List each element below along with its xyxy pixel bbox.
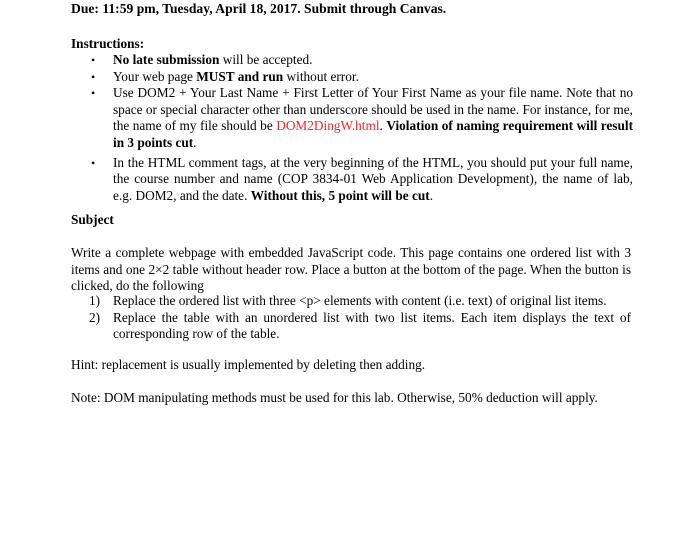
bullet-icon: • — [91, 69, 96, 84]
step-text: Replace the ordered list with three <p> elements with content (i.e. text) of original list items. — [113, 293, 607, 308]
instruction-text: In the HTML comment tags, at the very beginning of the HTML, you should put your full name, the course number and name (COP 3834-01 Web Application Development), the name of lab, e.g. DOM2, and the date. — [113, 154, 633, 203]
note-text: Note: DOM manipulating methods must be used for this lab. Otherwise, 50% deduction will apply. — [71, 390, 598, 405]
instruction-item-must-run — [88, 69, 633, 86]
instruction-text: Use DOM2 + Your Last Name + First Letter of Your First Name as your file name. Note that no space or special character other than underscore should be used in the name. For instance, for me, the name of my file should be — [113, 85, 633, 134]
step-number: 2) — [89, 309, 101, 325]
subject-heading: Subject — [71, 212, 114, 227]
instruction-bold-text: MUST and run — [196, 68, 284, 84]
instruction-text: . — [429, 187, 434, 203]
subject-step — [89, 293, 631, 310]
due-date-line: Due: 11:59 pm, Tuesday, April 18, 2017. Submit through Canvas. — [71, 1, 447, 16]
instruction-item-html-comment — [88, 155, 633, 205]
instruction-text: . — [379, 118, 387, 134]
subject-paragraph: Write a complete webpage with embedded JavaScript code. This page contains one ordered list with 3 items and one 2×2 table without header row. Place a button at the bottom of the page. When the button is clicked, do the following — [71, 245, 631, 294]
hint-text: Hint: replacement is usually implemented by deleting then adding. — [71, 357, 426, 372]
instruction-bold-text: Without this, 5 point will be cut — [250, 187, 430, 203]
instruction-item-late-submission — [88, 52, 633, 69]
bullet-icon: • — [91, 155, 96, 170]
bullet-icon: • — [91, 53, 96, 67]
instruction-text: . — [193, 134, 197, 150]
step-number: 1) — [89, 293, 101, 308]
step-text: Replace the table with an unordered list with two list items. Each item displays the text of corresponding row of the table. — [113, 309, 631, 342]
instructions-heading: Instructions: — [71, 36, 145, 51]
example-filename: DOM2DingW.html — [276, 118, 380, 134]
bullet-icon: • — [91, 86, 96, 101]
instruction-text: Your web page — [113, 68, 197, 84]
subject-step — [89, 310, 631, 343]
instruction-item-file-naming — [88, 85, 633, 151]
instruction-text: will be accepted. — [219, 52, 313, 67]
instruction-bold-text: Violation of naming requirement will result in 3 points cut — [113, 118, 633, 150]
instruction-bold-text: No late submission — [113, 52, 220, 67]
instructions-list — [88, 52, 633, 204]
subject-steps-list — [89, 293, 631, 343]
instruction-text: without error. — [283, 68, 359, 84]
